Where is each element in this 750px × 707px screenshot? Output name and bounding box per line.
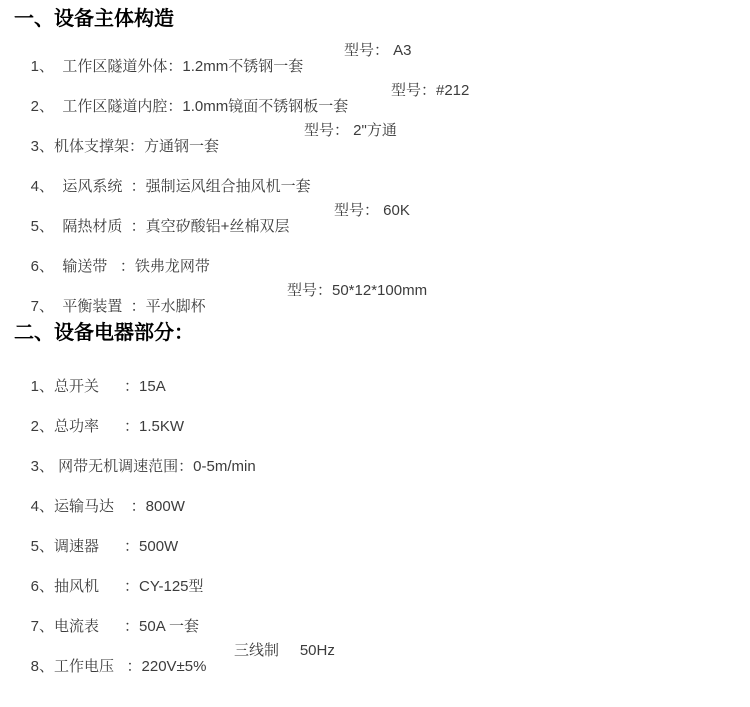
electric-item-8-text: 8、工作电压 ：220V±5% bbox=[30, 658, 207, 675]
spec-item-3 bbox=[14, 122, 750, 155]
electric-item-7-text: 7、电流表 ：50A 一套 bbox=[30, 618, 200, 635]
spec-item-5-text: 5、 隔热材质 ：真空矽酸铝+丝棉双层 bbox=[30, 218, 290, 235]
spec-item-1-text: 1、 工作区隧道外体：1.2mm不锈钢一套 bbox=[30, 58, 304, 75]
spec-item-4-text: 4、 运风系统 ：强制运风组合抽风机一套 bbox=[30, 178, 311, 195]
spec-item-5 bbox=[14, 202, 750, 235]
electric-item-8-extra: 三线制 50Hz bbox=[234, 642, 335, 659]
section-2-heading: 二、设备电器部分： bbox=[14, 322, 194, 344]
electric-item-5-text: 5、调速器 ：500W bbox=[30, 538, 179, 555]
spec-item-6-text: 6、 输送带 ：铁弗龙网带 bbox=[30, 258, 210, 275]
electric-item-2 bbox=[14, 403, 750, 435]
spec-item-7 bbox=[14, 282, 750, 315]
spec-item-1 bbox=[14, 42, 750, 75]
spec-item-3-model: 型号： 2"方通 bbox=[304, 122, 397, 139]
spec-item-5-model: 型号： 60K bbox=[334, 202, 410, 219]
electric-item-4-text: 4、运输马达 ：800W bbox=[30, 498, 185, 515]
electric-item-7 bbox=[14, 603, 750, 635]
electric-item-4 bbox=[14, 483, 750, 515]
electric-item-3 bbox=[14, 443, 750, 475]
section-1-heading: 一、设备主体构造 bbox=[14, 8, 174, 30]
spec-item-3-text: 3、机体支撑架：方通钢一套 bbox=[30, 138, 220, 155]
spec-item-2-text: 2、 工作区隧道内腔：1.0mm镜面不锈钢板一套 bbox=[30, 98, 349, 115]
spec-item-2 bbox=[14, 82, 750, 115]
electric-item-2-text: 2、总功率 ：1.5KW bbox=[30, 418, 185, 435]
electric-item-8 bbox=[14, 642, 750, 675]
spec-item-6 bbox=[14, 243, 750, 275]
electric-item-1 bbox=[14, 363, 750, 395]
spec-item-7-model: 型号：50*12*100mm bbox=[287, 282, 428, 299]
electric-item-1-text: 1、总开关 ：15A bbox=[30, 378, 166, 395]
spec-item-7-text: 7、 平衡装置 ：平水脚杯 bbox=[30, 298, 206, 315]
electric-item-3-text: 3、 网带无机调速范围：0-5m/min bbox=[30, 458, 256, 475]
electric-item-6 bbox=[14, 563, 750, 595]
spec-item-4 bbox=[14, 163, 750, 195]
electric-item-6-text: 6、抽风机 ：CY-125型 bbox=[30, 578, 204, 595]
spec-item-1-model: 型号： A3 bbox=[344, 42, 412, 59]
spec-item-2-model: 型号：#212 bbox=[391, 82, 470, 99]
electric-item-5 bbox=[14, 523, 750, 555]
